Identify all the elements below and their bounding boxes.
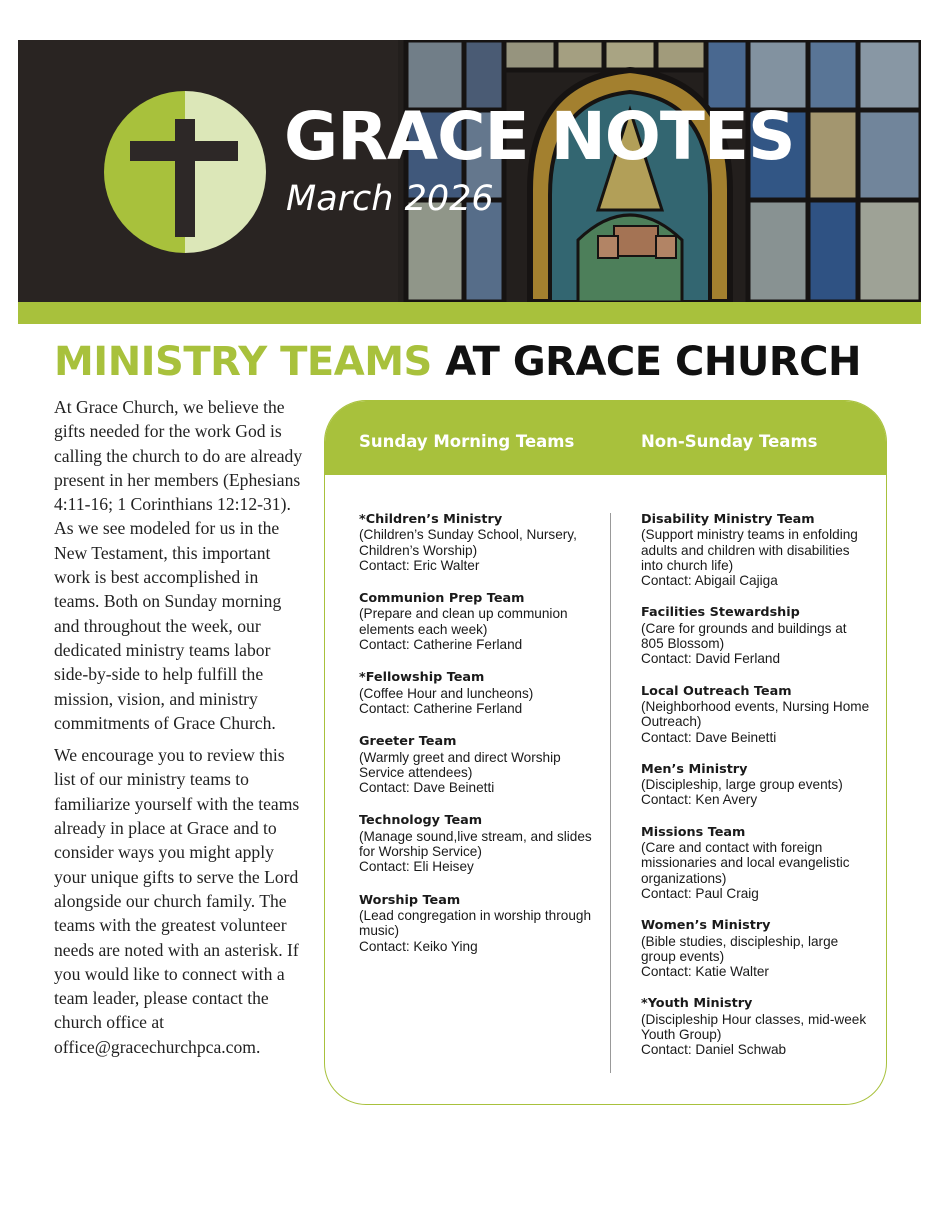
team-entry [641,684,871,745]
team-name: Local Outreach Team [641,683,792,699]
headline-black-part: AT GRACE CHURCH [445,339,861,385]
team-entry [641,825,871,901]
team-description: (Discipleship, large group events) [641,777,843,793]
team-entry [641,996,871,1057]
team-entry [359,670,599,716]
team-contact: Contact: Paul Craig [641,885,759,901]
team-description: (Care for grounds and buildings at 805 Blossom) [641,620,847,652]
team-name: Communion Prep Team [359,591,525,607]
team-entry [359,734,599,795]
team-entry [359,893,599,954]
team-name: Missions Team [641,824,746,840]
team-description: (Lead congregation in worship through music) [359,907,592,939]
team-name: Worship Team [359,892,461,908]
intro-text [54,395,306,1067]
team-description: (Care and contact with foreign missionaries and local evangelistic organizations) [641,840,850,886]
team-name: Technology Team [359,813,483,829]
issue-date: March 2026 [286,179,494,219]
team-entry [641,512,871,588]
page-headline [54,338,861,386]
team-name: Men’s Ministry [641,761,748,777]
team-contact: Contact: Ken Avery [641,792,758,808]
team-description: (Manage sound,live stream, and slides for Worship Service) [359,828,592,860]
team-contact: Contact: Catherine Ferland [359,700,523,716]
team-contact: Contact: Dave Beinetti [359,780,495,796]
team-entry [641,918,871,979]
team-description: (Support ministry teams in enfolding adults and children with disabilities into church life) [641,527,858,573]
team-name: *Youth Ministry [641,996,753,1012]
team-contact: Contact: Dave Beinetti [641,729,777,745]
team-name: Women’s Ministry [641,918,771,934]
column-divider [610,513,611,1073]
team-contact: Contact: Keiko Ying [359,938,478,954]
team-entry [359,512,599,573]
team-entry [359,591,599,652]
teams-card [324,400,887,1105]
nonsunday-teams-list [641,512,871,1075]
team-entry [359,813,599,874]
team-name: *Fellowship Team [359,670,485,686]
team-description: (Discipleship Hour classes, mid-week Youth Group) [641,1011,867,1043]
team-description: (Warmly greet and direct Worship Service attendees) [359,749,561,780]
sunday-teams-title: Sunday Morning Teams [359,432,575,451]
team-description: (Coffee Hour and luncheons) [359,685,534,701]
team-description: (Bible studies, discipleship, large group events) [641,933,839,964]
newsletter-title: GRACE NOTES [284,98,795,175]
team-name: *Children’s Ministry [359,512,503,527]
team-contact: Contact: Daniel Schwab [641,1042,787,1058]
team-contact: Contact: Eli Heisey [359,859,474,875]
team-contact: Contact: David Ferland [641,651,781,667]
team-description: (Prepare and clean up communion elements each week) [359,606,568,637]
team-entry [641,605,871,666]
intro-paragraph: At Grace Church, we believe the gifts needed for the work God is calling the church to do are already present in her members (Ephesians 4:11-16; 1 Corinthians 12:12-31). As we see modeled for us in the New Testament, this important work is best accomplished in teams. Both on Sunday morning and throughout the week, our dedicated ministry teams labor side-by-side to help fulfill the mission, vision, and ministry commitments of Grace Church. [54,397,303,733]
sunday-teams-list [359,512,599,972]
team-entry [641,762,871,808]
team-description: (Children’s Sunday School, Nursery, Children’s Worship) [359,527,577,558]
nonsunday-teams-title: Non-Sunday Teams [641,432,818,451]
cross-logo-icon [104,91,266,253]
team-name: Greeter Team [359,734,457,750]
accent-bar [18,302,921,324]
team-contact: Contact: Katie Walter [641,964,769,980]
team-description: (Neighborhood events, Nursing Home Outreach) [641,698,870,730]
team-contact: Contact: Eric Walter [359,557,480,573]
intro-paragraph: We encourage you to review this list of our ministry teams to familiarize yourself with the teams already in place at Grace and to consider ways you might apply your unique gifts to serve the Lord alongside our church family. The teams with the greatest volunteer needs are noted with an asterisk. If you would like to connect with a team leader, please contact the church office at office@gracechurchpca.com. [54,745,300,1057]
team-contact: Contact: Catherine Ferland [359,637,523,653]
team-name: Facilities Stewardship [641,605,800,621]
headline-green-part: MINISTRY TEAMS [54,339,432,385]
team-contact: Contact: Abigail Cajiga [641,573,778,589]
team-name: Disability Ministry Team [641,512,815,527]
